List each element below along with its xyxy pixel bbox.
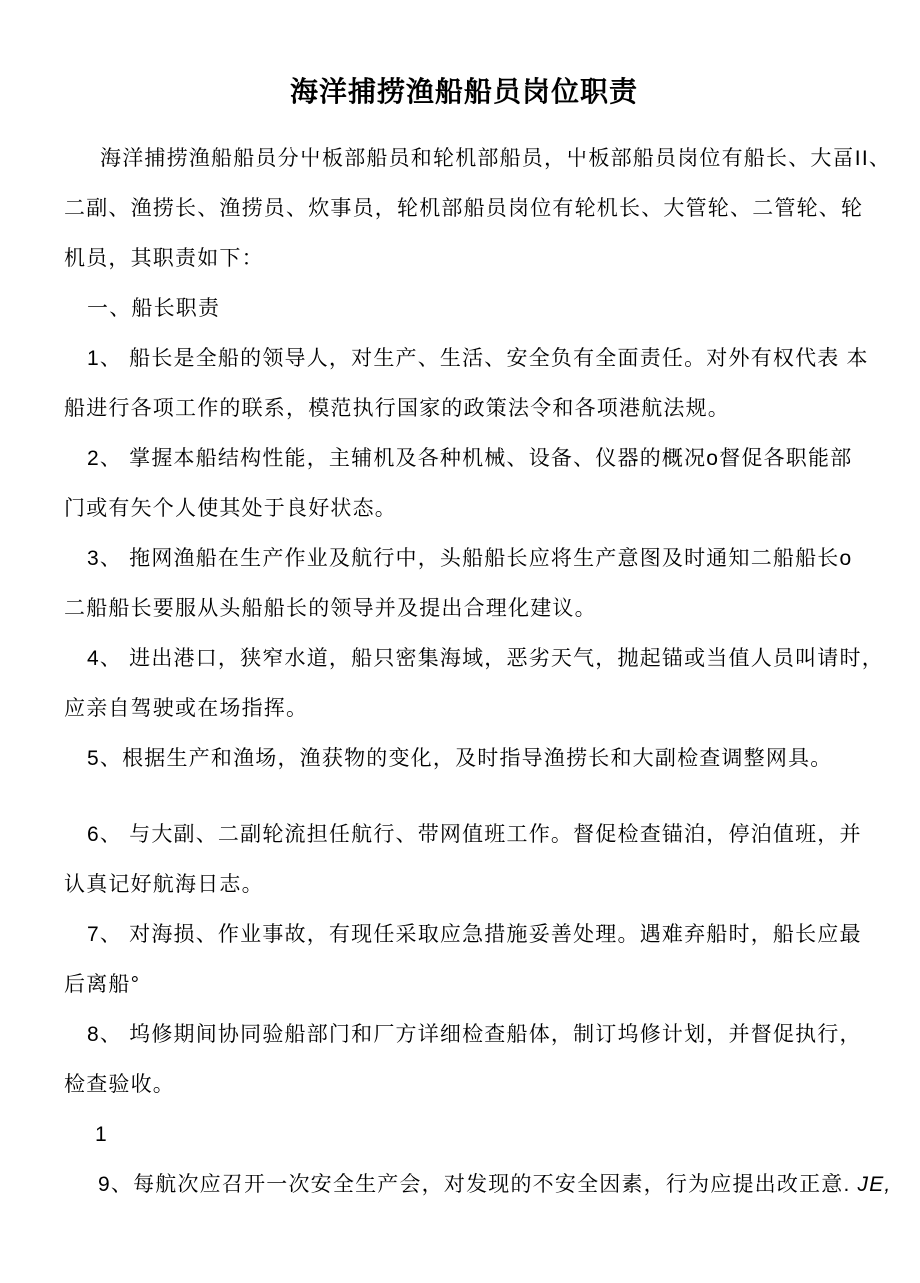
duty-9-text: 9、每航次应召开一次安全生产会，对发现的不安全因素，行为应提出改正意. xyxy=(98,1173,851,1196)
intro-line-2: 二副、渔捞长、渔捞员、炊事员，轮机部船员岗位有轮机长、大管轮、二管轮、轮 xyxy=(64,197,864,220)
section-heading-captain-duties: 一、船长职责 xyxy=(87,297,221,320)
duty-1-line-1: 1、 船长是全船的领导人，对生产、生活、安全负有全面责任。对外有权代表 本 xyxy=(87,347,869,370)
duty-6-line-2: 认真记好航海日志。 xyxy=(64,873,264,896)
intro-line-3: 机员，其职责如下： xyxy=(64,247,264,270)
duty-4-line-2: 应亲自驾驶或在场指挥。 xyxy=(64,697,309,720)
page-number: 1 xyxy=(95,1123,108,1146)
duty-3-line-1: 3、 拖网渔船在生产作业及航行中，头船船长应将生产意图及时通知二船船长o xyxy=(87,547,853,570)
duty-7-line-1: 7、 对海损、作业事故，有现任采取应急措施妥善处理。遇难弃船时，船长应最 xyxy=(87,923,862,946)
duty-3-line-2: 二船船长要服从头船船长的领导并及提出合理化建议。 xyxy=(64,597,597,620)
duty-2-line-1: 2、 掌握本船结构性能，主辅机及各种机械、设备、仪器的概况o督促各职能部 xyxy=(87,447,853,470)
document-title: 海洋捕捞渔船船员岗位职责 xyxy=(289,76,638,107)
duty-6-line-1: 6、 与大副、二副轮流担任航行、带网值班工作。督促检查锚泊，停泊值班，并 xyxy=(87,823,862,846)
intro-line-1: 海洋捕捞渔船船员分屮板部船员和轮机部船员，屮板部船员岗位有船长、大畐II、 xyxy=(100,147,892,170)
duty-8-line-1: 8、 坞修期间协同验船部门和厂方详细检查船体，制订坞修计划，并督促执行， xyxy=(87,1023,862,1046)
duty-1-line-2: 船进行各项工作的联系，模范执行国家的政策法令和各项港航法规。 xyxy=(64,397,730,420)
duty-9-line-1 xyxy=(64,1172,892,1222)
duty-5-line-1: 5、根据生产和渔场，渔获物的变化，及时指导渔捞长和大副检查调整网具。 xyxy=(87,747,833,770)
duty-8-line-2: 检查验收。 xyxy=(64,1073,175,1096)
duty-7-line-2: 后离船° xyxy=(64,973,141,996)
duty-4-line-1: 4、 进出港口，狭窄水道，船只密集海域，恶劣天气，抛起锚或当值人员叫请时， xyxy=(87,647,884,670)
duty-9-italic-tail: JE, xyxy=(857,1173,892,1196)
duty-2-line-2: 门或有矢个人使其处于良好状态。 xyxy=(64,497,397,520)
